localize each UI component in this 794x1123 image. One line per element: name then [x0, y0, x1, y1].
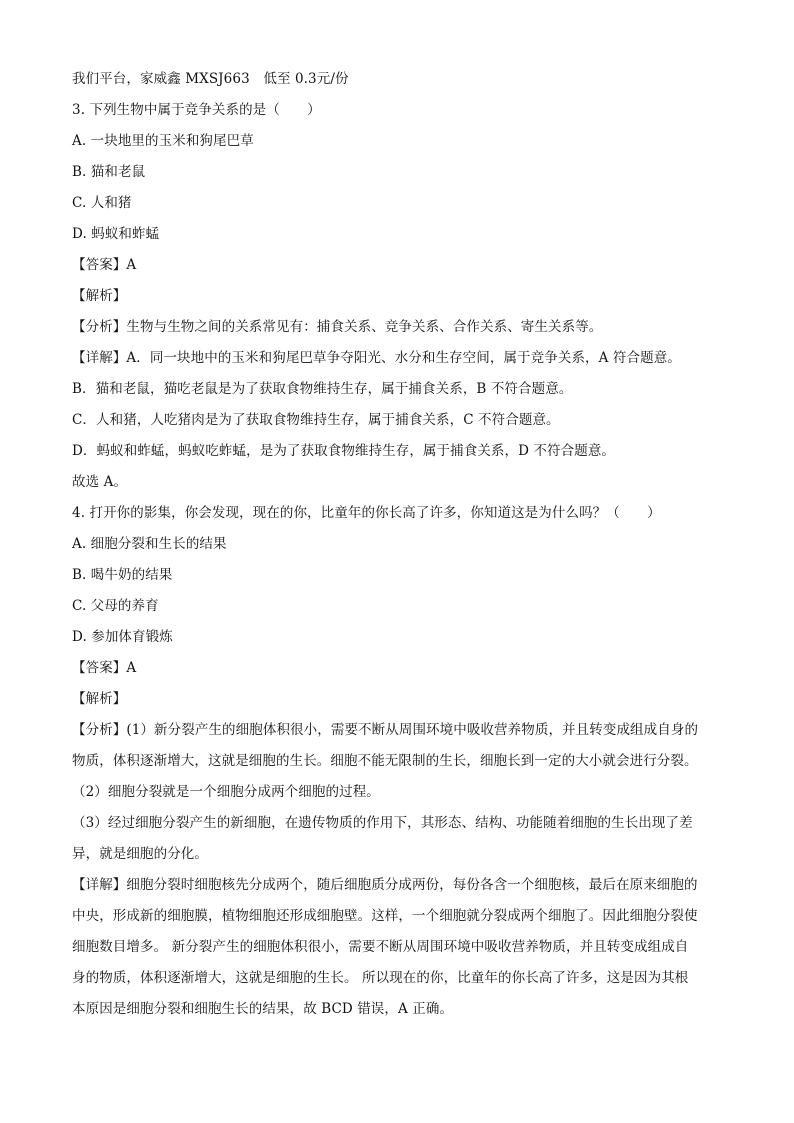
question-4-xiangjie-line: 【详解】细胞分裂时细胞核先分成两个，随后细胞质分成两份，每份各含一个细胞核，最后在原来细胞的: [72, 877, 698, 893]
question-4-analysis-title: 【解析】: [72, 691, 127, 707]
question-4-option-a: A. 细胞分裂和生长的结果: [72, 536, 227, 552]
question-4-xiangjie-line: 本原因是细胞分裂和细胞生长的结果，故 BCD 错误，A 正确。: [72, 1001, 454, 1017]
question-4-fenxi-line: 【分析】(1）新分裂产生的细胞体积很小，需要不断从周围环境中吸收营养物质，并且转变成组成自身的: [72, 722, 699, 738]
question-4-xiangjie-line: 身的物质，体积逐渐增大，这就是细胞的生长。 所以现在的你，比童年的你长高了许多，这是因为其根: [72, 970, 689, 986]
question-4-stem: 4. 打开你的影集，你会发现，现在的你，比童年的你长高了许多，你知道这是为什么吗？（ ）: [72, 505, 661, 521]
document-page: [72, 64, 732, 1025]
question-4-fenxi-line: （3）经过细胞分裂产生的新细胞，在遗传物质的作用下，其形态、结构、功能随着细胞的生长出现了差: [72, 815, 693, 831]
question-4-fenxi-line: 异，就是细胞的分化。: [72, 846, 208, 862]
header-promo-line: 我们平台，家威鑫 MXSJ663 低至 0.3元/份: [72, 71, 349, 87]
question-3-option-a: A. 一块地里的玉米和狗尾巴草: [72, 133, 254, 149]
question-3-xiangjie-line: B．猫和老鼠，猫吃老鼠是为了获取食物维持生存，属于捕食关系，B 不符合题意。: [72, 381, 573, 397]
question-4-option-c: C. 父母的养育: [72, 598, 159, 614]
question-3-xiangjie-line: C．人和猪，人吃猪肉是为了获取食物维持生存，属于捕食关系，C 不符合题意。: [72, 412, 560, 428]
question-3-option-d: D. 蚂蚁和蚱蜢: [72, 226, 160, 242]
question-4-fenxi-line: 物质，体积逐渐增大，这就是细胞的生长。细胞不能无限制的生长，细胞长到一定的大小就会进行分裂。: [72, 753, 698, 769]
question-3: [72, 95, 732, 498]
question-3-fenxi: 【分析】生物与生物之间的关系常见有：捕食关系、竞争关系、合作关系、寄生关系等。: [72, 319, 603, 335]
question-3-conclusion: 故选 A。: [72, 474, 128, 490]
question-4: [72, 498, 732, 1025]
question-4-option-b: B. 喝牛奶的结果: [72, 567, 173, 583]
question-3-xiangjie-line: D．蚂蚁和蚱蜢，蚂蚁吃蚱蜢，是为了获取食物维持生存，属于捕食关系，D 不符合题意。: [72, 443, 616, 459]
question-3-option-c: C. 人和猪: [72, 195, 132, 211]
question-3-answer: 【答案】A: [72, 257, 137, 273]
question-4-xiangjie-line: 中央，形成新的细胞膜，植物细胞还形成细胞壁。这样，一个细胞就分裂成两个细胞了。因此细胞分裂使: [72, 908, 698, 924]
question-4-answer: 【答案】A: [72, 660, 137, 676]
question-4-xiangjie-line: 细胞数目增多。 新分裂产生的细胞体积很小，需要不断从周围环境中吸收营养物质，并且转变成组成自: [72, 939, 689, 955]
question-4-option-d: D. 参加体育锻炼: [72, 629, 173, 645]
question-4-fenxi-line: （2）细胞分裂就是一个细胞分成两个细胞的过程。: [72, 784, 380, 800]
question-3-stem: 3. 下列生物中属于竞争关系的是（ ）: [72, 102, 321, 118]
question-3-option-b: B. 猫和老鼠: [72, 164, 146, 180]
question-3-xiangjie-line: 【详解】A．同一块地中的玉米和狗尾巴草争夺阳光、水分和生存空间，属于竞争关系，A 符合题意。: [72, 350, 681, 366]
question-3-analysis-title: 【解析】: [72, 288, 127, 304]
